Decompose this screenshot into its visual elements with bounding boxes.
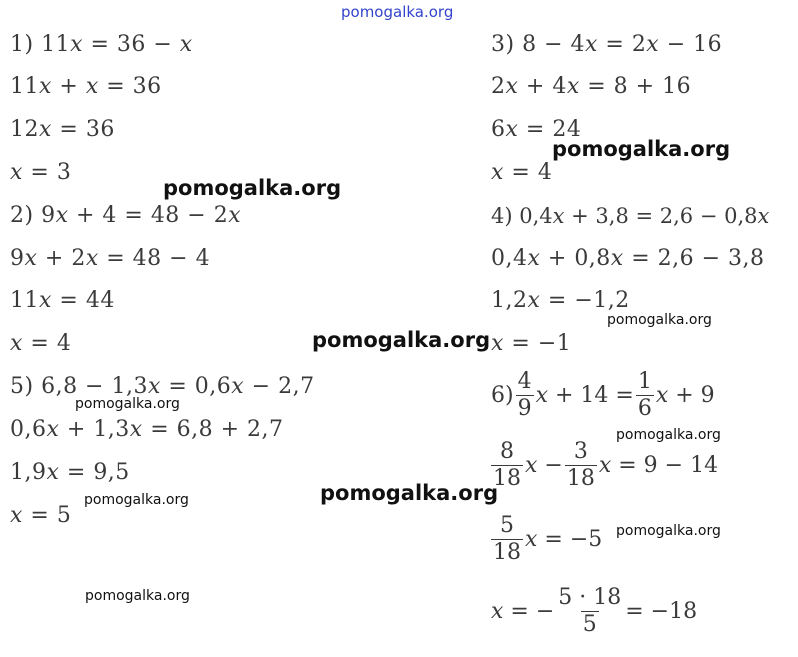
equation-line: 𝑥 = −1 <box>491 331 572 356</box>
equation-line: 2𝑥 + 4𝑥 = 8 + 16 <box>491 74 692 99</box>
expression-text: 𝑥 + 9 <box>655 383 715 408</box>
watermark: pomogalka.org <box>312 328 491 352</box>
equation-line: 9𝑥 + 2𝑥 = 48 − 4 <box>10 246 211 271</box>
denominator: 6 <box>637 396 652 421</box>
fraction <box>491 514 523 565</box>
fraction <box>516 370 534 421</box>
equation-line: 𝑥 = 4 <box>10 331 72 356</box>
denominator: 18 <box>566 466 595 491</box>
denominator: 5 <box>582 612 597 637</box>
equation-line: 5) 6,8 − 1,3𝑥 = 0,6𝑥 − 2,7 <box>10 374 315 399</box>
fraction <box>491 440 523 491</box>
equation-line: 1,2𝑥 = −1,2 <box>491 288 630 313</box>
problem-number: 6) <box>491 383 514 408</box>
equation-line: 1,9𝑥 = 9,5 <box>10 460 130 485</box>
denominator: 18 <box>493 540 521 565</box>
watermark: pomogalka.org <box>552 137 731 161</box>
numerator: 5 <box>500 513 514 538</box>
expression-text: = −18 <box>625 599 698 624</box>
fraction <box>556 586 623 637</box>
watermark: pomogalka.org <box>616 427 721 443</box>
fraction <box>565 440 597 491</box>
numerator: 8 <box>500 439 514 464</box>
denominator: 9 <box>517 396 532 421</box>
equation-line <box>489 514 602 565</box>
expression-text: 𝑥 + 14 = <box>535 383 634 408</box>
numerator: 1 <box>637 369 652 394</box>
expression-text: 𝑥 = − <box>491 599 555 624</box>
watermark: pomogalka.org <box>84 492 189 508</box>
numerator: 4 <box>517 369 532 394</box>
watermark: pomogalka.org <box>320 481 499 505</box>
equation-line: 2) 9𝑥 + 4 = 48 − 2𝑥 <box>10 203 242 228</box>
watermark: pomogalka.org <box>85 588 190 604</box>
numerator: 3 <box>573 439 588 464</box>
equation-line: 0,4𝑥 + 0,8𝑥 = 2,6 − 3,8 <box>491 246 765 271</box>
expression-text: 𝑥 = 9 − 14 <box>598 453 719 478</box>
watermark: pomogalka.org <box>616 523 721 539</box>
numerator: 5 · 18 <box>558 585 622 610</box>
equation-line: 4) 0,4𝑥 + 3,8 = 2,6 − 0,8𝑥 <box>491 204 770 228</box>
equation-line <box>491 370 715 421</box>
expression-text: 𝑥 − <box>525 453 563 478</box>
denominator: 18 <box>493 466 521 491</box>
equation-line: 1) 11𝑥 = 36 − 𝑥 <box>10 32 193 57</box>
equation-line: 6𝑥 = 24 <box>491 117 582 142</box>
equation-line: 3) 8 − 4𝑥 = 2𝑥 − 16 <box>491 32 723 57</box>
watermark: pomogalka.org <box>75 396 180 412</box>
equation-line: 𝑥 = 3 <box>10 160 72 185</box>
watermark: pomogalka.org <box>163 176 342 200</box>
equation-line: 11𝑥 + 𝑥 = 36 <box>10 74 162 99</box>
watermark: pomogalka.org <box>607 312 712 328</box>
equation-line: 𝑥 = 5 <box>10 503 72 528</box>
equation-line <box>491 586 697 637</box>
fraction <box>636 370 654 421</box>
equation-line: 𝑥 = 4 <box>491 160 553 185</box>
equation-line <box>489 440 718 491</box>
equation-line: 12𝑥 = 36 <box>10 117 115 142</box>
equation-line: 0,6𝑥 + 1,3𝑥 = 6,8 + 2,7 <box>10 417 284 442</box>
equation-line: 11𝑥 = 44 <box>10 288 115 313</box>
watermark-top: pomogalka.org <box>341 3 454 21</box>
expression-text: 𝑥 = −5 <box>525 527 603 552</box>
